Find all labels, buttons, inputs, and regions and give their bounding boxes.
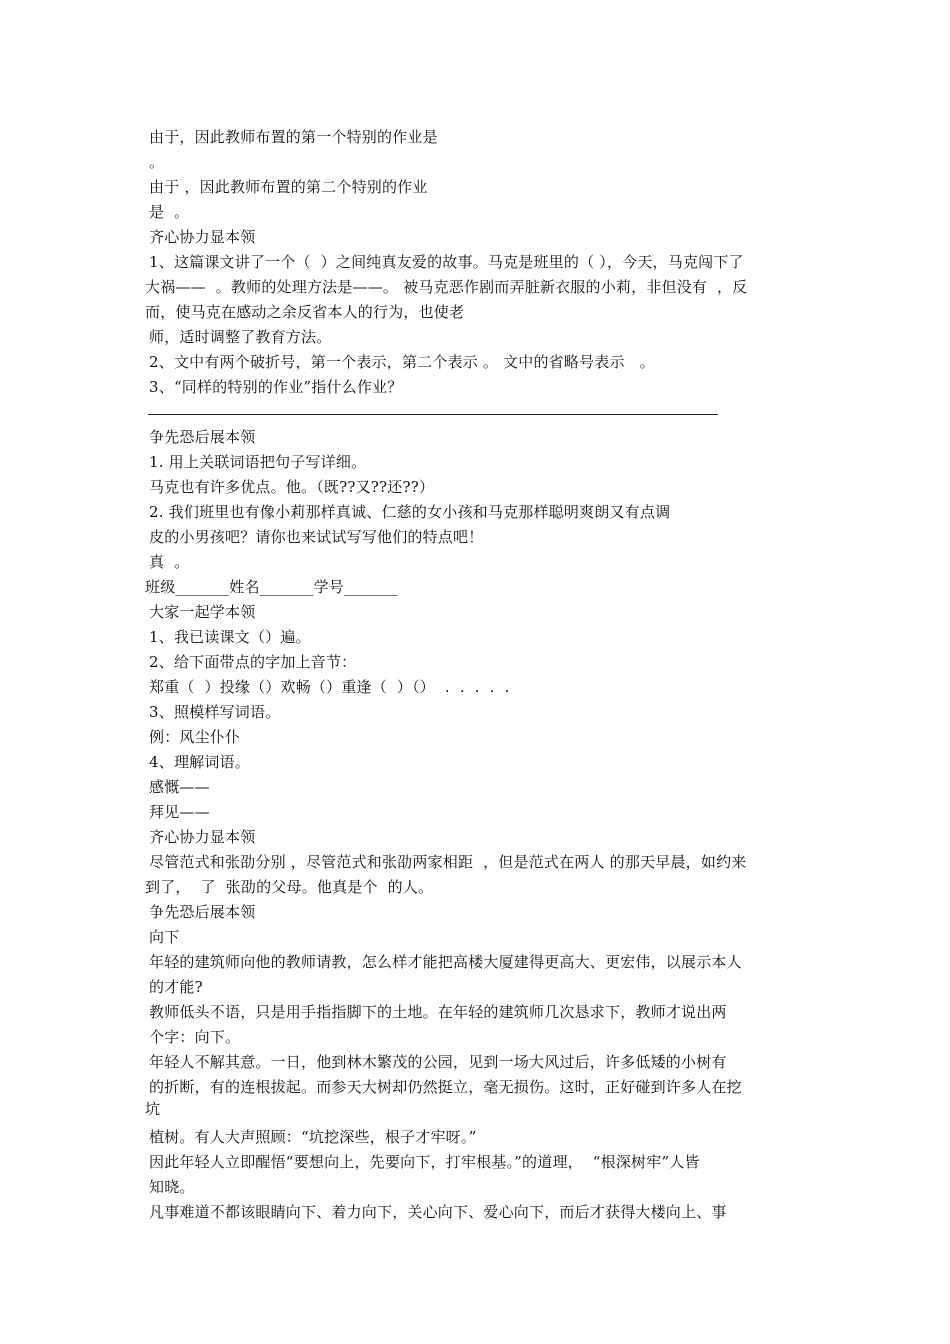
text-line: 郑重（ ）投缘（）欢畅（）重逢（ ）（） . . . . .: [149, 678, 510, 696]
section-heading: 齐心协力显本领: [149, 828, 256, 846]
text-line: 的折断，有的连根拔起。而参天大树却仍然挺立，毫无损伤。这时，正好碰到许多人在挖: [149, 1078, 742, 1096]
text-line: 植树。有人大声照顾：“坑挖深些，根子才牢呀。”: [149, 1128, 477, 1146]
text-line: 尽管范式和张劭分别 ，尽管范式和张劭两家相距 ，但是范式在两人 的那天早晨，如约来: [149, 853, 747, 871]
text-line: 2、给下面带点的字加上音节：: [149, 653, 357, 671]
section-heading: 争先恐后展本领: [149, 428, 256, 446]
text-line: 师，适时调整了教育方法。: [149, 328, 332, 346]
text-line: 感慨——: [149, 778, 210, 796]
text-line: 。: [149, 153, 165, 171]
text-line: 马克也有许多优点。他。（既??又??还??）: [149, 478, 435, 496]
text-line: 皮的小男孩吧？请你也来试试写写他们的特点吧！: [149, 528, 484, 546]
text-line: 而，使马克在感动之余反省本人的行为，也使老: [145, 303, 465, 321]
text-line: 知晓。: [149, 1178, 195, 1196]
section-heading: 齐心协力显本领: [149, 228, 256, 246]
text-line: 是 。: [149, 203, 190, 221]
text-line: 由于，因此教师布置的第一个特别的作业是: [149, 128, 438, 146]
text-line: 1. 用上关联词语把句子写详细。: [149, 453, 367, 471]
text-line: 真 。: [149, 553, 190, 571]
text-line: 年轻的建筑师向他的教师请教，怎么样才能把高楼大厦建得更高大、更宏伟，以展示本人: [149, 953, 742, 971]
text-line: 凡事难道不都该眼睛向下、着力向下，关心向下、爱心向下，而后才获得大楼向上、事: [149, 1203, 727, 1221]
text-line: 拜见——: [149, 803, 210, 821]
text-line: 1、我已读课文（）遍。: [149, 628, 311, 646]
section-heading: 大家一起学本领: [149, 603, 256, 621]
text-line: 个字：向下。: [149, 1028, 241, 1046]
text-line: 4、理解词语。: [149, 753, 250, 771]
text-line: 例：风尘仆仆: [149, 728, 241, 746]
text-line: 坑: [145, 1100, 161, 1118]
text-line: 的才能?: [149, 978, 203, 996]
text-line: 到了， 了 张劭的父母。他真是个 的人。: [145, 878, 434, 896]
text-line: 2. 我们班里也有像小莉那样真诚、仁慈的女小孩和马克那样聪明爽朗又有点调: [149, 503, 671, 521]
text-line: 由于 ，因此教师布置的第二个特别的作业: [149, 178, 428, 196]
text-line: 3、“同样的特别的作业”指什么作业？: [149, 378, 403, 396]
text-line: 1、这篇课文讲了一个（ ）之间纯真友爱的故事。马克是班里的（ ），今天，马克闯下了: [149, 253, 744, 271]
text-line: 大祸—— 。教师的处理方法是——。 被马克恶作剧而弄脏新衣服的小莉，非但没有 ，反: [145, 278, 748, 296]
text-line: 教师低头不语，只是用手指指脚下的土地。在年轻的建筑师几次恳求下，教师才说出两: [149, 1003, 727, 1021]
text-line: 因此年轻人立即醒悟“要想向上，先要向下，打牢根基。”的道理， “根深树牢”人皆: [149, 1153, 700, 1171]
answer-line: [148, 414, 718, 415]
passage-title: 向下: [149, 928, 180, 946]
text-line: 年轻人不解其意。一日，他到林木繁茂的公园，见到一场大风过后，许多低矮的小树有: [149, 1053, 727, 1071]
section-heading: 争先恐后展本领: [149, 903, 256, 921]
text-line: 3、照模样写词语。: [149, 703, 281, 721]
student-info-line: 班级_______姓名_______学号_______: [145, 578, 398, 596]
text-line: 2、文中有两个破折号，第一个表示，第二个表示 。 文中的省略号表示 。: [149, 353, 655, 371]
